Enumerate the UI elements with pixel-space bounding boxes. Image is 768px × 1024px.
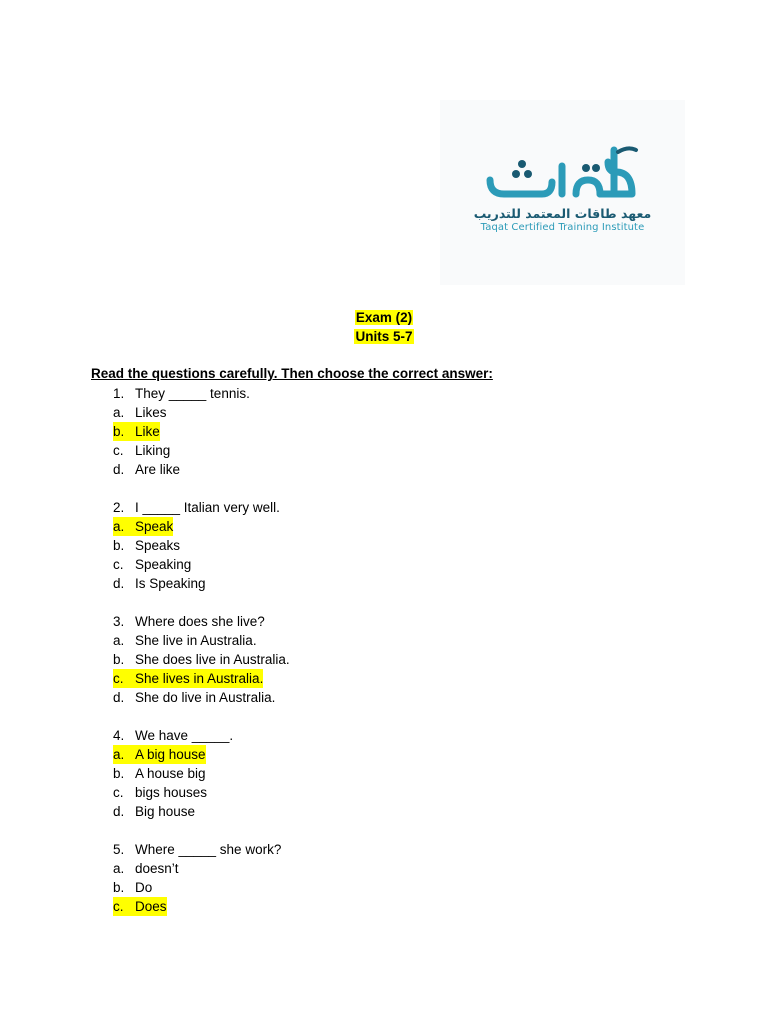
item-text: Where _____ she work?	[135, 842, 282, 857]
question-3	[0, 612, 768, 707]
logo-arabic-name: معهد طاقات المعتمد للتدريب	[473, 206, 652, 221]
answer-option	[0, 688, 768, 707]
item-label: a.	[113, 633, 125, 648]
item-text: Speak	[135, 519, 174, 534]
answer-option-selected	[0, 745, 768, 764]
item-label: a.	[113, 519, 125, 534]
question-stem	[0, 498, 768, 517]
answer-option-selected	[0, 517, 768, 536]
instructions: Read the questions carefully. Then choose the correct answer:	[91, 366, 493, 381]
item-text: She does live in Australia.	[135, 652, 290, 667]
item-text: They _____ tennis.	[135, 386, 250, 401]
question-5	[0, 840, 768, 916]
item-text: doesn’t	[135, 861, 179, 876]
taqat-logo-mark-icon	[482, 144, 642, 204]
item-label: 1.	[113, 386, 125, 401]
answer-option	[0, 574, 768, 593]
question-list	[0, 384, 768, 935]
item-text: Do	[135, 880, 153, 895]
answer-option	[0, 859, 768, 878]
item-label: d.	[113, 462, 125, 477]
question-stem	[0, 612, 768, 631]
item-label: b.	[113, 652, 125, 667]
item-label: 2.	[113, 500, 125, 515]
answer-option	[0, 631, 768, 650]
answer-option	[0, 764, 768, 783]
answer-option	[0, 783, 768, 802]
question-1	[0, 384, 768, 479]
item-label: b.	[113, 424, 125, 439]
item-text: I _____ Italian very well.	[135, 500, 280, 515]
answer-option	[0, 460, 768, 479]
question-stem	[0, 840, 768, 859]
item-label: c.	[113, 671, 124, 686]
item-label: b.	[113, 538, 125, 553]
item-text: We have _____.	[135, 728, 234, 743]
item-label: d.	[113, 576, 125, 591]
item-label: a.	[113, 747, 125, 762]
item-label: 5.	[113, 842, 125, 857]
answer-option	[0, 555, 768, 574]
item-text: Speaks	[135, 538, 181, 553]
answer-option	[0, 536, 768, 555]
item-text: Like	[135, 424, 160, 439]
answer-option-selected	[0, 897, 768, 916]
item-label: b.	[113, 880, 125, 895]
exam-title: Exam (2)	[355, 310, 413, 325]
exam-units: Units 5-7	[355, 329, 413, 344]
item-text: Speaking	[135, 557, 192, 572]
item-text: Are like	[135, 462, 181, 477]
item-label: d.	[113, 804, 125, 819]
item-label: c.	[113, 443, 124, 458]
answer-option-selected	[0, 669, 768, 688]
item-text: Likes	[135, 405, 167, 420]
item-text: She do live in Australia.	[135, 690, 276, 705]
item-text: bigs houses	[135, 785, 208, 800]
item-text: She lives in Australia.	[135, 671, 264, 686]
answer-option	[0, 441, 768, 460]
item-text: A big house	[135, 747, 206, 762]
answer-option	[0, 650, 768, 669]
logo-english-name: Taqat Certified Training Institute	[480, 222, 645, 233]
item-label: c.	[113, 899, 124, 914]
institute-logo	[440, 100, 685, 285]
item-label: d.	[113, 690, 125, 705]
item-text: Big house	[135, 804, 196, 819]
question-stem	[0, 384, 768, 403]
item-text: A house big	[135, 766, 206, 781]
item-label: 4.	[113, 728, 125, 743]
question-stem	[0, 726, 768, 745]
item-text: Where does she live?	[135, 614, 265, 629]
answer-option	[0, 802, 768, 821]
item-label: 3.	[113, 614, 125, 629]
question-4	[0, 726, 768, 821]
item-label: c.	[113, 785, 124, 800]
item-label: b.	[113, 766, 125, 781]
item-label: c.	[113, 557, 124, 572]
answer-option-selected	[0, 422, 768, 441]
item-label: a.	[113, 861, 125, 876]
question-2	[0, 498, 768, 593]
item-label: a.	[113, 405, 125, 420]
item-text: She live in Australia.	[135, 633, 257, 648]
answer-option	[0, 878, 768, 897]
answer-option	[0, 403, 768, 422]
item-text: Is Speaking	[135, 576, 206, 591]
item-text: Liking	[135, 443, 171, 458]
item-text: Does	[135, 899, 167, 914]
